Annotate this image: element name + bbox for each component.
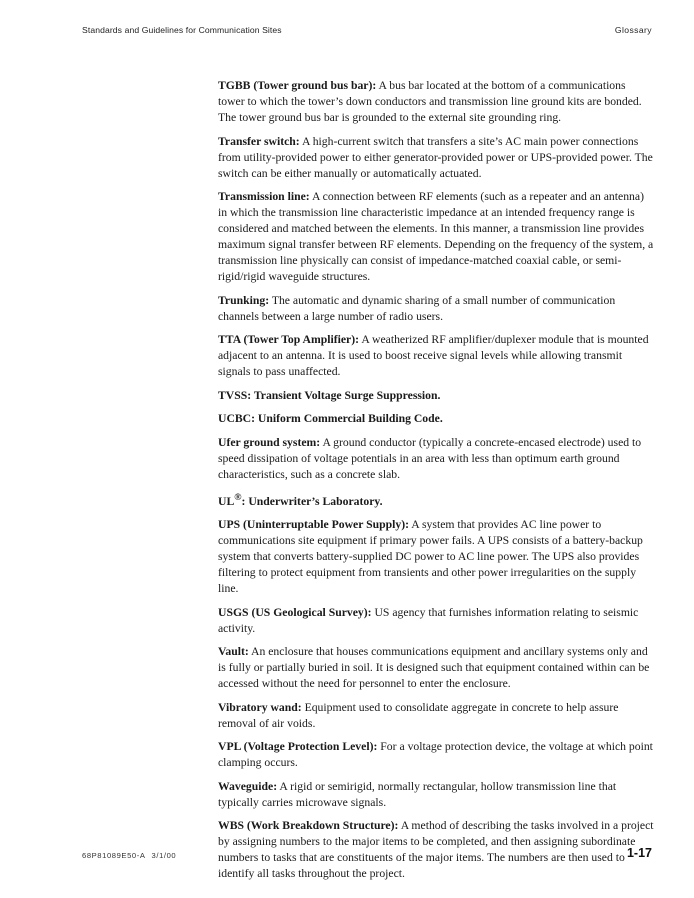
glossary-entry-vibratory-wand (218, 700, 654, 732)
glossary-term: TTA (Tower Top Amplifier): (218, 333, 360, 346)
glossary-definition: An enclosure that houses communications equipment and ancillary systems only and is fully or partially buried in soil. It is designed such that equipment contained within can be accessed without the need for personnel to enter the enclosure. (218, 645, 650, 691)
glossary-term: Transmission line: (218, 190, 310, 203)
glossary-definition: A method of describing the tasks involved in a project by assigning numbers to the major items to be completed, and then assigning subordinate numbers to tasks that are constituents of the major items. The numbers are then used to identify all tasks throughout the project. (218, 819, 654, 881)
glossary-definition: For a voltage protection device, the voltage at which point clamping occurs. (218, 740, 653, 770)
glossary-term: Vault: (218, 645, 249, 659)
glossary-entry-ufer-ground (218, 435, 654, 483)
glossary-entry-tta (218, 332, 654, 380)
glossary-term: UPS (Uninterruptable Power Supply): (218, 518, 410, 532)
glossary-term: TVSS: Transient Voltage Surge Suppression. (218, 388, 441, 402)
glossary-definition: A ground conductor (typically a concrete-encased electrode) used to speed dissipation of voltage potentials in an area with less than optimum earth ground characteristics, such as a concrete slab. (218, 435, 642, 481)
footer-doc-number: 68P81089E50-A (82, 851, 146, 860)
glossary-entry-trunking (218, 293, 654, 325)
glossary-entry-tgbb (218, 78, 654, 126)
glossary-term: VPL (Voltage Protection Level): (218, 740, 378, 754)
glossary-term: Ufer ground system: (218, 435, 321, 449)
running-header-section: Glossary (614, 25, 652, 35)
glossary-term: UCBC: Uniform Commercial Building Code. (218, 412, 443, 425)
footer-date: 3/1/00 (151, 851, 177, 860)
glossary-term: Trunking: (218, 293, 270, 307)
glossary-definition: US agency that furnishes information relating to seismic activity. (218, 605, 639, 635)
glossary-entry-transfer-switch (218, 134, 654, 182)
glossary-entry-vpl (218, 739, 654, 771)
glossary-term-text: UL (218, 494, 235, 508)
registered-mark: ® (234, 492, 242, 503)
glossary-entry-ups (218, 517, 654, 597)
glossary-definition: A weatherized RF amplifier/duplexer module that is mounted adjacent to an antenna. It is used to boost receive signal levels while allowing transmit signals to pass unaffected. (218, 333, 649, 378)
glossary-term: WBS (Work Breakdown Structure): (218, 819, 399, 833)
glossary-definition: A high-current switch that transfers a site’s AC main power connections from utility-provided power to either generator-provided power or UPS-provided power. The switch can be either manually or automatically actuated. (218, 134, 653, 180)
glossary-term: Waveguide: (218, 779, 278, 793)
glossary-entry-ucbc (218, 411, 654, 427)
glossary-definition: A connection between RF elements (such as a repeater and an antenna) in which the transmission line characteristic impedance at an intended frequency range is considered and matched between the elements. In this manner, a transmission line provides maximum signal transfer between RF elements. Depending on the frequency of the system, a transmission line physically can consist of impedance-matched coaxial cable, or semi-rigid/rigid waveguide structures. (218, 190, 654, 283)
glossary-entry-tvss (218, 388, 654, 404)
glossary-entry-waveguide (218, 779, 654, 811)
glossary-definition: A system that provides AC line power to communications site equipment if primary power fails. A UPS consists of a battery-backup system that converts battery-supplied DC power to AC line power. The UPS also provides filtering to protect equipment from transients and other power irregularities on the supply line. (218, 518, 643, 596)
glossary-term: Transfer switch: (218, 134, 300, 148)
glossary-entry-vault (218, 644, 654, 692)
glossary-entry-transmission-line (218, 189, 654, 285)
glossary-definition: A bus bar located at the bottom of a communications tower to which the tower’s down conductors and transmission line ground kits are bonded. The tower ground bus bar is grounded to the external site grounding ring. (218, 79, 642, 124)
glossary-definition: Equipment used to consolidate aggregate in concrete to help assure removal of air voids. (218, 700, 619, 730)
glossary-term: TGBB (Tower ground bus bar): (218, 79, 377, 92)
page-number: 1-17 (626, 846, 652, 860)
glossary-term: Vibratory wand: (218, 700, 302, 714)
glossary-body (218, 78, 654, 890)
running-header-title: Standards and Guidelines for Communication Sites (82, 25, 282, 35)
glossary-term (218, 492, 383, 508)
glossary-definition: A rigid or semirigid, normally rectangular, hollow transmission line that typically carries microwave signals. (218, 779, 617, 809)
glossary-definition: The automatic and dynamic sharing of a small number of communication channels between a large number of radio users. (218, 293, 616, 323)
glossary-term-suffix: : Underwriter’s Laboratory. (241, 494, 383, 508)
glossary-entry-wbs (218, 818, 654, 882)
footer-doc-info (82, 851, 176, 860)
glossary-entry-usgs (218, 605, 654, 637)
glossary-term: USGS (US Geological Survey): (218, 605, 372, 619)
glossary-entry-ul (218, 490, 654, 510)
